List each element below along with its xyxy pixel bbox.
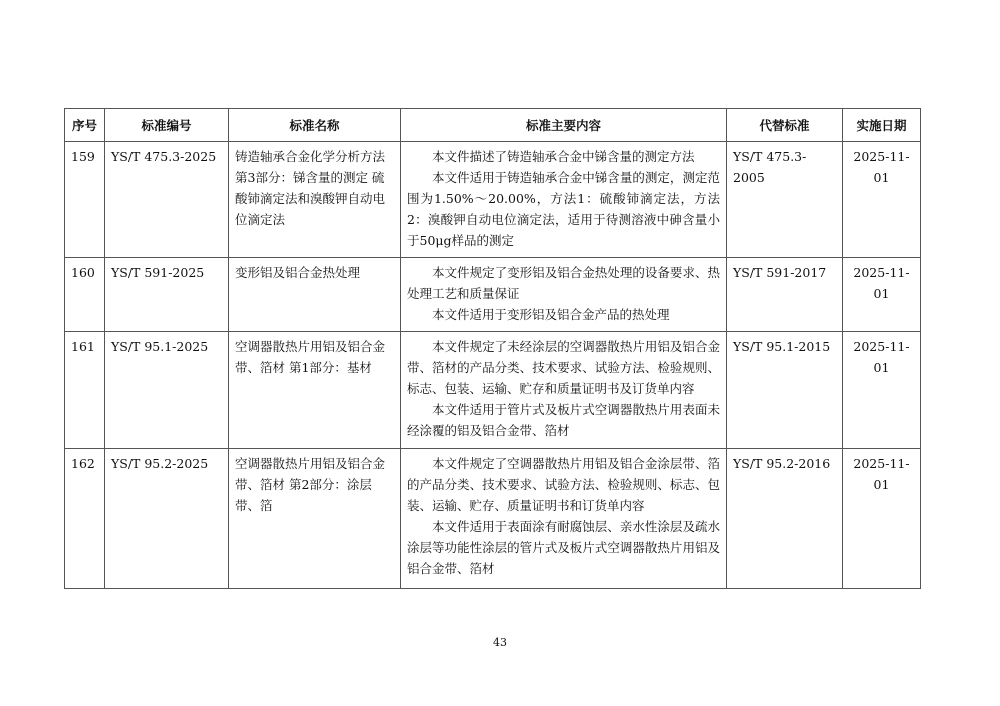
table-row	[65, 258, 921, 332]
table-row	[65, 142, 921, 258]
table-header-row	[65, 109, 921, 142]
content-paragraph: 本文件规定了未经涂层的空调器散热片用铝及铝合金带、箔材的产品分类、技术要求、试验方法、检验规则、标志、包装、运输、贮存和质量证明书及订货单内容	[407, 339, 720, 396]
cell-replaced-standard: YS/T 475.3-2005	[727, 142, 843, 258]
page-number: 43	[493, 636, 507, 649]
standards-table	[64, 108, 921, 589]
header-main-content: 标准主要内容	[401, 109, 727, 142]
content-paragraph: 本文件规定了变形铝及铝合金热处理的设备要求、热处理工艺和质量保证	[407, 265, 720, 301]
content-paragraph: 本文件规定了空调器散热片用铝及铝合金涂层带、箔的产品分类、技术要求、试验方法、检验规则、标志、包装、运输、贮存、质量证明书和订货单内容	[407, 456, 720, 513]
cell-serial: 161	[65, 332, 105, 449]
cell-serial: 159	[65, 142, 105, 258]
cell-serial: 160	[65, 258, 105, 332]
header-standard-code: 标准编号	[105, 109, 229, 142]
cell-main-content	[401, 142, 727, 258]
cell-main-content	[401, 332, 727, 449]
table-row	[65, 449, 921, 589]
content-paragraph: 本文件适用于表面涂有耐腐蚀层、亲水性涂层及疏水涂层等功能性涂层的管片式及板片式空调器散热片用铝及铝合金带、箔材	[407, 519, 720, 576]
cell-standard-code: YS/T 475.3-2025	[105, 142, 229, 258]
content-paragraph: 本文件描述了铸造轴承合金中锑含量的测定方法	[432, 149, 695, 164]
header-effective-date: 实施日期	[843, 109, 921, 142]
cell-effective-date: 2025-11-01	[843, 449, 921, 589]
cell-standard-name: 变形铝及铝合金热处理	[229, 258, 401, 332]
cell-standard-code: YS/T 95.2-2025	[105, 449, 229, 589]
content-paragraph: 本文件适用于管片式及板片式空调器散热片用表面未经涂覆的铝及铝合金带、箔材	[407, 402, 720, 438]
content-paragraph: 本文件适用于铸造轴承合金中锑含量的测定，测定范围为1.50%～20.00%，方法1：硫酸铈滴定法，方法2：溴酸钾自动电位滴定法，适用于待测溶液中砷含量小于50μg样品的测定	[407, 170, 720, 248]
cell-serial: 162	[65, 449, 105, 589]
header-replaced-standard: 代替标准	[727, 109, 843, 142]
cell-standard-code: YS/T 591-2025	[105, 258, 229, 332]
cell-standard-code: YS/T 95.1-2025	[105, 332, 229, 449]
cell-effective-date: 2025-11-01	[843, 258, 921, 332]
cell-replaced-standard: YS/T 95.2-2016	[727, 449, 843, 589]
cell-replaced-standard: YS/T 95.1-2015	[727, 332, 843, 449]
table-row	[65, 332, 921, 449]
cell-standard-name: 空调器散热片用铝及铝合金带、箔材 第1部分：基材	[229, 332, 401, 449]
header-serial: 序号	[65, 109, 105, 142]
cell-replaced-standard: YS/T 591-2017	[727, 258, 843, 332]
content-paragraph: 本文件适用于变形铝及铝合金产品的热处理	[432, 307, 670, 322]
cell-effective-date: 2025-11-01	[843, 332, 921, 449]
cell-main-content	[401, 449, 727, 589]
cell-main-content	[401, 258, 727, 332]
header-standard-name: 标准名称	[229, 109, 401, 142]
cell-effective-date: 2025-11-01	[843, 142, 921, 258]
cell-standard-name: 铸造轴承合金化学分析方法 第3部分：锑含量的测定 硫酸铈滴定法和溴酸钾自动电位滴定法	[229, 142, 401, 258]
cell-standard-name: 空调器散热片用铝及铝合金带、箔材 第2部分：涂层带、箔	[229, 449, 401, 589]
